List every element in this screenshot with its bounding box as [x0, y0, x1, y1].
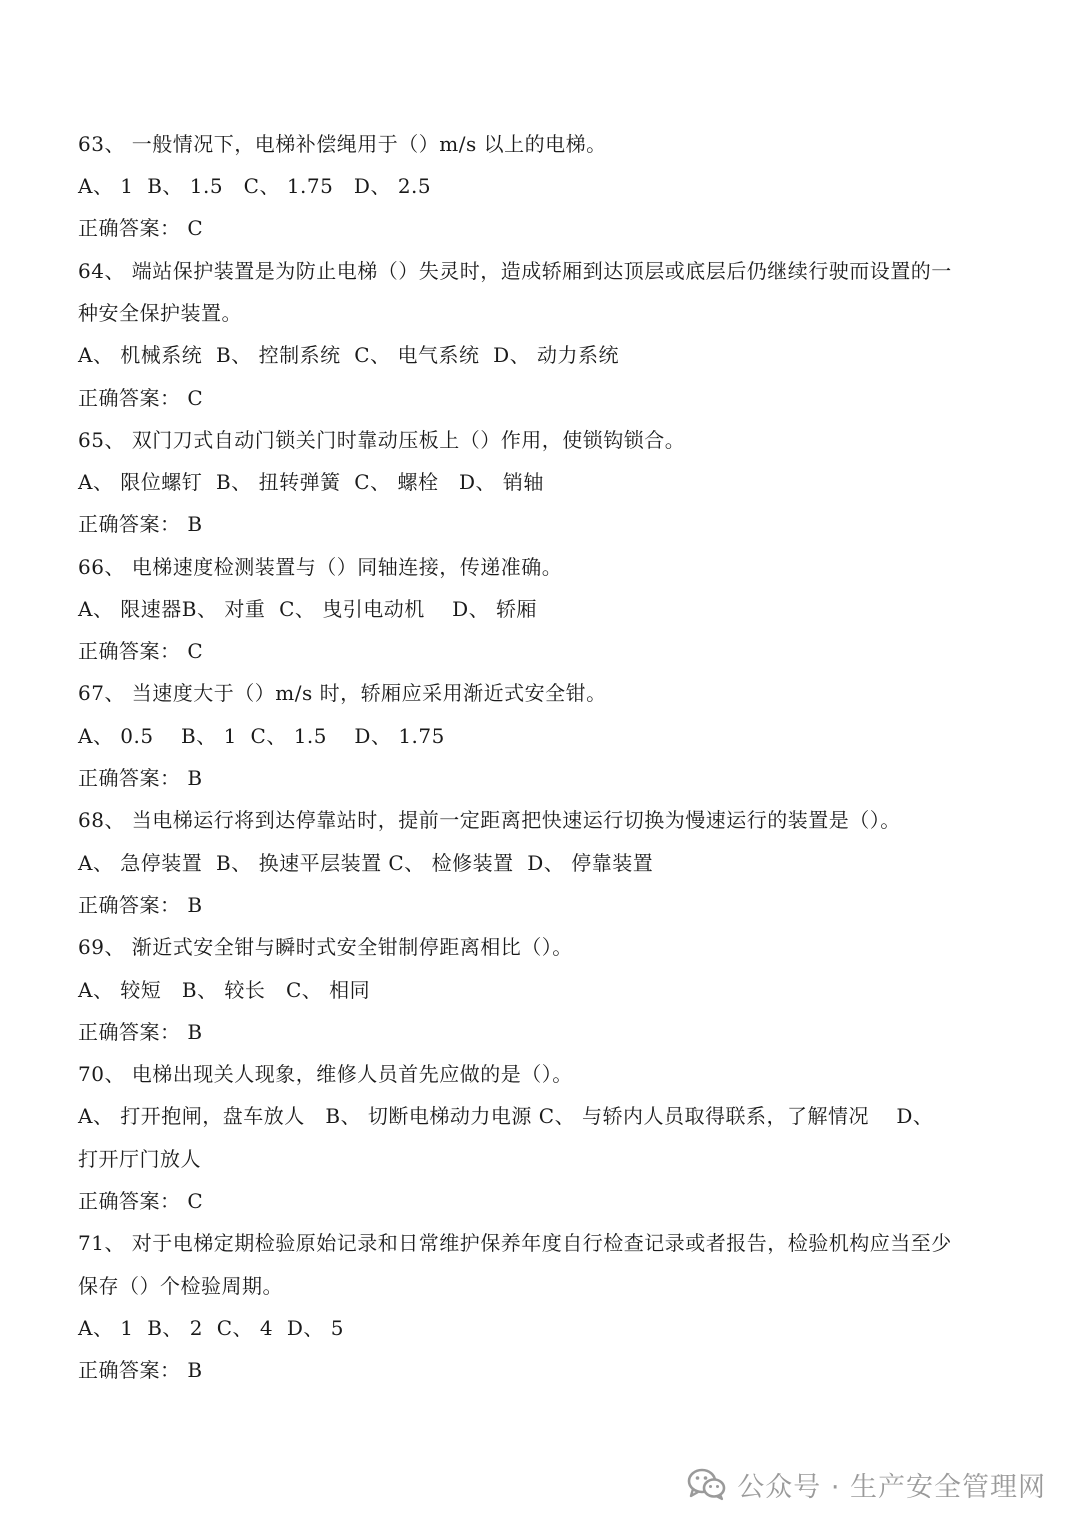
answer-line: 正确答案： B: [78, 1358, 203, 1382]
question-line: 65、 双门刀式自动门锁关门时靠动压板上（）作用，使锁钩锁合。: [78, 428, 686, 452]
text-line: 种安全保护装置。: [78, 301, 242, 325]
question-line: 70、 电梯出现关人现象，维修人员首先应做的是（）。: [78, 1062, 573, 1086]
question-line: 71、 对于电梯定期检验原始记录和日常维护保养年度自行检查记录或者报告，检验机构应当至少: [78, 1231, 952, 1255]
answer-line: 正确答案： C: [78, 216, 204, 240]
answer-line: 正确答案： C: [78, 386, 204, 410]
answer-line: 正确答案： C: [78, 1189, 204, 1213]
answer-line: 正确答案： C: [78, 639, 204, 663]
answer-line: 正确答案： B: [78, 893, 203, 917]
options-line: A、 1 B、 2 C、 4 D、 5: [78, 1316, 344, 1340]
question-line: 63、 一般情况下，电梯补偿绳用于（）m/s 以上的电梯。: [78, 132, 607, 156]
text-line: 保存（）个检验周期。: [78, 1274, 283, 1298]
question-line: 66、 电梯速度检测装置与（）同轴连接，传递准确。: [78, 555, 563, 579]
options-line: A、 限位螺钉 B、 扭转弹簧 C、 螺栓 D、 销轴: [78, 470, 544, 494]
options-line: A、 0.5 B、 1 C、 1.5 D、 1.75: [78, 724, 445, 748]
options-line: A、 限速器B、 对重 C、 曳引电动机 D、 轿厢: [78, 597, 538, 621]
question-line: 68、 当电梯运行将到达停靠站时，提前一定距离把快速运行切换为慢速运行的装置是（）。: [78, 808, 901, 832]
options-line: A、 较短 B、 较长 C、 相同: [78, 978, 371, 1002]
options-line: A、 1 B、 1.5 C、 1.75 D、 2.5: [78, 174, 432, 198]
answer-line: 正确答案： B: [78, 766, 203, 790]
question-line: 64、 端站保护装置是为防止电梯（）失灵时，造成轿厢到达顶层或底层后仍继续行驶而设置的一: [78, 259, 952, 283]
question-line: 67、 当速度大于（）m/s 时，轿厢应采用渐近式安全钳。: [78, 681, 607, 705]
answer-line: 正确答案： B: [78, 512, 203, 536]
options-line: A、 打开抱闸，盘车放人 B、 切断电梯动力电源 C、 与轿内人员取得联系，了解情况 D、: [78, 1104, 934, 1128]
options-line: A、 急停装置 B、 换速平层装置 C、 检修装置 D、 停靠装置: [78, 851, 654, 875]
options-line: A、 机械系统 B、 控制系统 C、 电气系统 D、 动力系统: [78, 343, 620, 367]
watermark: [687, 1464, 1046, 1504]
answer-line: 正确答案： B: [78, 1020, 203, 1044]
wechat-icon: [687, 1467, 727, 1501]
text-line: 打开厅门放人: [78, 1147, 201, 1171]
question-line: 69、 渐近式安全钳与瞬时式安全钳制停距离相比（）。: [78, 935, 573, 959]
watermark-text: 公众号 · 生产安全管理网: [737, 1471, 1046, 1503]
